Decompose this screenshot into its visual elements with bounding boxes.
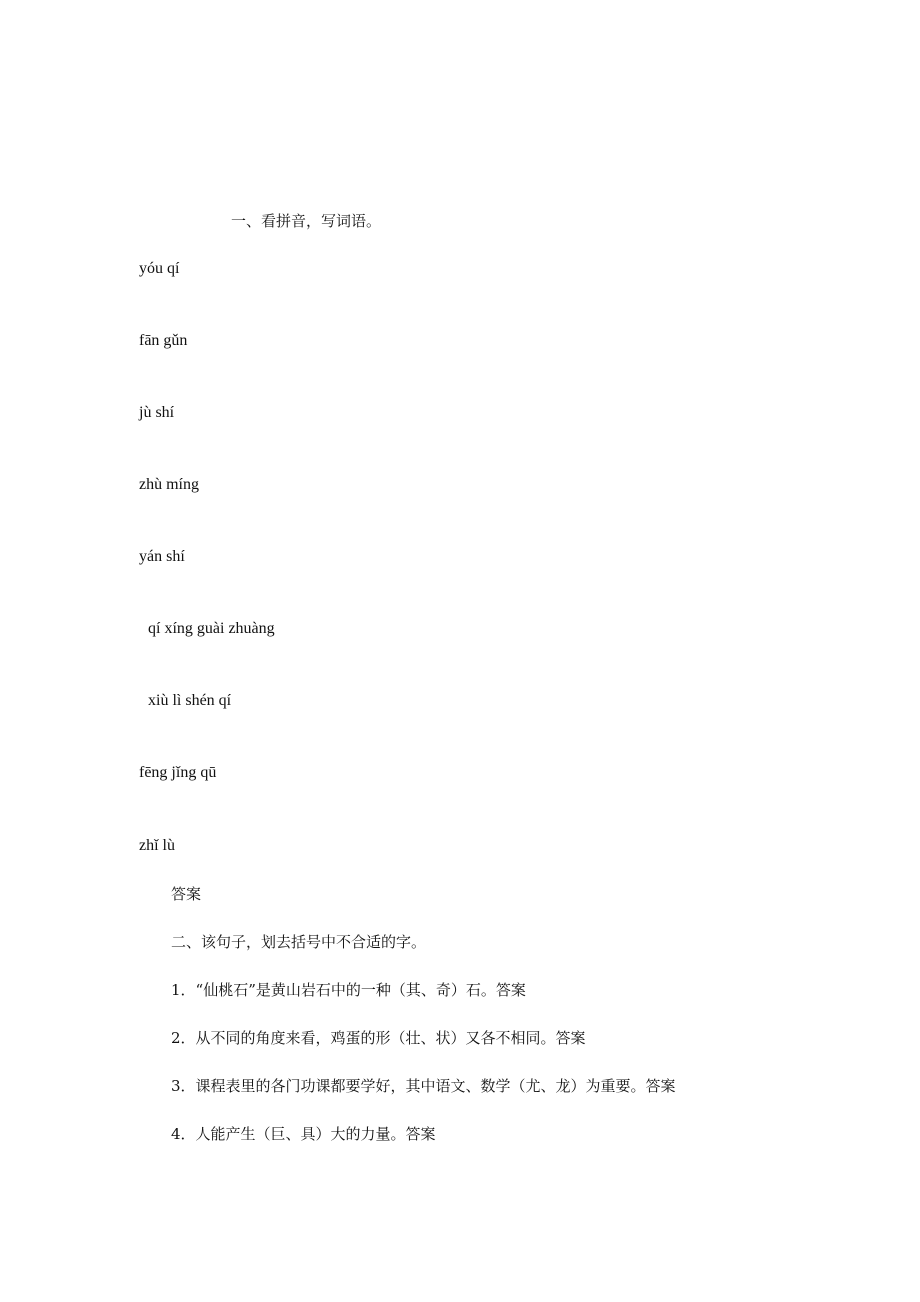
question-1	[171, 980, 526, 1000]
question-4-text: 4．人能产生（巨、具）大的力量。	[171, 1125, 406, 1143]
pinyin-item-3: jù shí	[139, 404, 175, 421]
question-2-text: 2．从不同的角度来看，鸡蛋的形（壮、状）又各不相同。	[171, 1029, 556, 1047]
pinyin-item-2: fān gǔn	[139, 332, 188, 349]
pinyin-item-9: zhǐ lù	[139, 837, 175, 854]
question-4	[171, 1124, 436, 1144]
pinyin-item-1: yóu qí	[139, 260, 180, 277]
question-3	[171, 1076, 676, 1096]
pinyin-item-4: zhù míng	[139, 476, 199, 493]
section-1-heading: 一、看拼音，写词语。	[231, 212, 382, 230]
pinyin-item-8: fēng jǐng qū	[139, 764, 217, 781]
question-1-answer-link[interactable]: 答案	[495, 981, 526, 999]
question-2	[171, 1028, 586, 1048]
question-2-answer-link[interactable]: 答案	[555, 1029, 586, 1047]
pinyin-item-5: yán shí	[139, 548, 185, 565]
question-3-answer-link[interactable]: 答案	[645, 1077, 676, 1095]
pinyin-item-7: xiù lì shén qí	[148, 692, 232, 709]
pinyin-item-6: qí xíng guài zhuàng	[148, 620, 275, 637]
section-1-answer-link[interactable]: 答案	[171, 885, 202, 903]
question-3-text: 3．课程表里的各门功课都要学好，其中语文、数学（尤、龙）为重要。	[171, 1077, 646, 1095]
section-2-heading: 二、该句子，划去括号中不合适的字。	[171, 933, 427, 951]
question-4-answer-link[interactable]: 答案	[405, 1125, 436, 1143]
question-1-text: 1．“仙桃石”是黄山岩石中的一种（其、奇）石。	[171, 981, 496, 999]
